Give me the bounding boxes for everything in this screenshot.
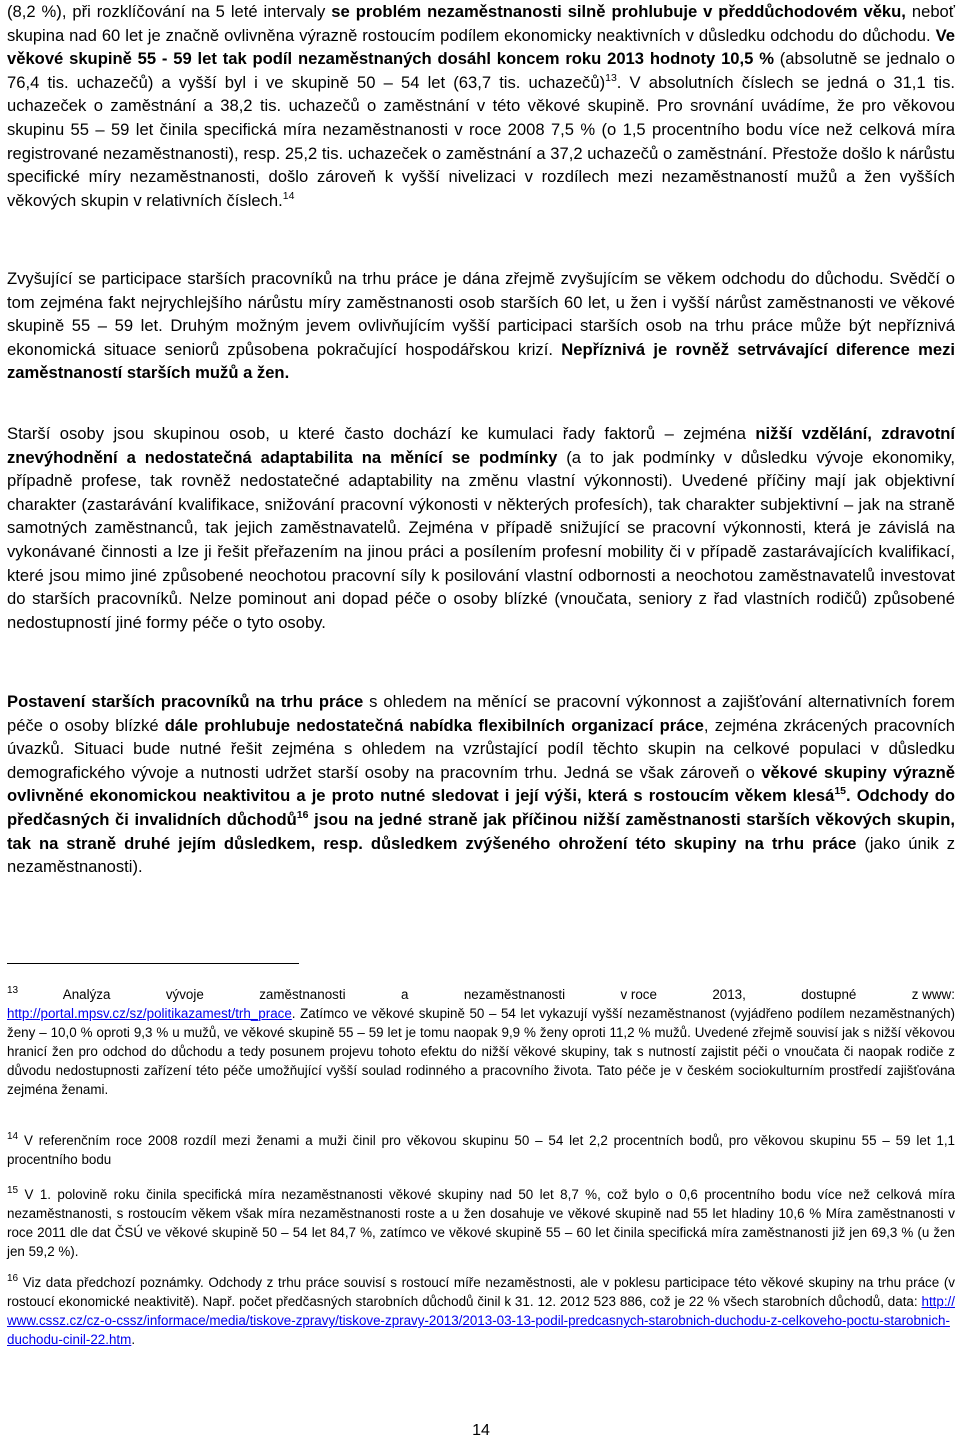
footnote-ref-16[interactable]: 16 bbox=[296, 808, 309, 821]
bold-run: Ve věkové skupině 55 - 59 let tak podíl nezaměstnaných dosáhl koncem roku 2013 hodnoty 10,5 % bbox=[7, 25, 955, 69]
bold-run: Postavení starších pracovníků na trhu práce bbox=[7, 692, 364, 711]
text-run: Zvyšující se participace starších pracovníků na trhu práce je dána zřejmě zvyšujícím se věkem odchodu do důchodu. Svědčí o tom zejména fakt nejrychlejšího nárůstu míry zaměstnanosti osob starších 60 let, u žen i vyšší nárůst zaměstnanosti ve věkové skupině 55 – 59 let. Druhým možným jevem ovlivňujícím vyšší participaci starších osob na trhu práce může být nepříznivá ekonomická situace seniorů způsobena pokračující hospodářskou krizí. bbox=[7, 269, 955, 359]
bold-run: dále prohlubuje nedostatečná nabídka flexibilních organizací práce bbox=[164, 715, 704, 735]
mpsv-link[interactable]: http://portal.mpsv.cz/sz/politikazamest/trh_prace bbox=[7, 1006, 292, 1021]
footnote-number: 15 bbox=[7, 1185, 19, 1196]
word: zaměstnanosti bbox=[259, 987, 346, 1002]
text-run: (a to jak podmínky v důsledku vývoje ekonomiky, případně profese, tak rovněž nedostatečné adaptability na změnu vlastní výkonnosti). Uvedené příčiny mají jak objektivní charakter (zastarávání kvalifikace, snižování pracovní výkonosti v některých profesích), tak charakter subjektivní – jak na straně samotných zaměstnanců, tak jejich zaměstnavatelů. Zejména v případě snižující se pracovní výkonnosti, která je závislá na vykonávané činnosti a lze ji řešit přeřazením na jinou práci a posílením profesní mobility či v případě zastarávajících kvalifikací, které jsou mimo jiné způsobené neochotou pracovní síly k posilování vlastní odbornosti a neochotou zaměstnavatelů investovat do starších pracovníků. Nelze pominout ani dopad péče o osoby blízké (vnoučata, seniory z řad vlastních rodičů) způsobené nedostupností jiné formy péče o tyto osoby. bbox=[7, 447, 956, 632]
paragraph-older-persons bbox=[7, 422, 955, 634]
word: vývoje bbox=[165, 987, 204, 1002]
footnote-15 bbox=[7, 1185, 955, 1261]
text-run: V 1. polovině roku činila specifická míra nezaměstnanosti věkové skupiny nad 50 let 8,7 %, což bylo o 0,6 procentního bodu více než celková míra nezaměstnanosti, s rostoucím věkem však míra nezaměstnanosti roste a u žen dosahuje ve věkové skupině nad 55 let hladiny 10,6 % Míra zaměstnanosti v roce 2011 dle dat ČSÚ ve věkové skupině 50 – 54 let 84,7 %, zatímco ve věkové skupině 55 – 60 let činila specifická míra zaměstnanosti již jen 69,3 % (u žen jen 59,2 %). bbox=[7, 1187, 955, 1259]
footnote-ref-13[interactable]: 13 bbox=[605, 71, 617, 84]
text-run: . V absolutních číslech se jedná o 31,1 tis. uchazeček o zaměstnání a 38,2 tis. uchazečů o zaměstnání v této věkové skupině. Pro srovnání uvádíme, že pro věkovou skupinu 55 – 59 let činila specifická míra nezaměstnanosti v roce 2008 7,5 % (o 1,5 procentního bodu více než celková míra registrované nezaměstnanosti), resp. 25,2 tis. uchazeček o zaměstnání a 37,2 uchazečů o zaměstnání. Přestože došlo k nárůstu specifické míry nezaměstnanosti, došlo zároveň k vyšší nivelizaci v rozdílech mezi nezaměstnaností mužů a žen vyšších věkových skupin v relativních číslech. bbox=[7, 72, 955, 210]
text-run: , zejména zkrácených pracovních úvazků. Situaci bude nutné řešit zejména s ohledem na vzrůstající podíl těchto skupin na celkové populaci v důsledku demografického vývoje a nutnosti udržet starší osoby na pracovním trhu. Jedná se však zároveň o bbox=[7, 715, 955, 782]
bold-run: . Odchody do předčasných či invalidních důchodů bbox=[7, 786, 955, 829]
word: Analýza bbox=[62, 987, 111, 1002]
footnote-number: 13 bbox=[7, 985, 19, 996]
bold-run: nižší vzdělání, zdravotní znevýhodnění a nedostatečná adaptabilita na měnící se podmínky bbox=[7, 424, 955, 467]
text-run: s ohledem na měnící se pracovní výkonnost a zajišťování alternativních forem péče o osoby blízké bbox=[7, 692, 956, 735]
text-run: . bbox=[131, 1332, 136, 1347]
bold-run: věkové skupiny výrazně ovlivněné ekonomickou neaktivitou a je proto nutné sledovat i její výši, která s rostoucím věkem klesá bbox=[7, 762, 955, 806]
bold-run: se problém nezaměstnanosti silně prohlubuje v předdůchodovém věku, bbox=[331, 2, 906, 21]
word: 2013, bbox=[712, 987, 746, 1002]
footnote-ref-14[interactable]: 14 bbox=[282, 189, 295, 202]
text-run: (jako únik z nezaměstnanosti). bbox=[7, 833, 955, 877]
footnote-number: 14 bbox=[7, 1131, 19, 1142]
footnote-13 bbox=[7, 985, 955, 1099]
paragraph-unemployment bbox=[7, 0, 955, 212]
footnote-16 bbox=[7, 1273, 955, 1349]
word: nezaměstnanosti bbox=[463, 987, 566, 1002]
paragraph-participation bbox=[7, 267, 955, 385]
text-run: neboť skupina nad 60 let je značně ovlivněna výrazně rostoucím podílem ekonomicky neaktivních v důsledku odchodu do důchodu. bbox=[7, 2, 956, 45]
paragraph-position-older-workers bbox=[7, 690, 955, 879]
footnote-separator bbox=[7, 963, 299, 964]
cssz-link[interactable]: http://www.cssz.cz/cz-o-cssz/informace/media/tiskove-zpravy/tiskove-zpravy-2013/2013-03-13-podil-predcasnych-starobnich-duchodu-z-celkoveho-poctu-starobnich-duchodu-cinil-22.htm bbox=[7, 1294, 955, 1347]
footnote-number: 16 bbox=[7, 1273, 19, 1284]
word: a bbox=[400, 987, 409, 1002]
page-number: 14 bbox=[472, 1422, 490, 1439]
bold-run: Nepříznivá je rovněž setrvávající diference mezi zaměstnaností starších mužů a žen. bbox=[7, 339, 955, 383]
footnote-13-first-line bbox=[7, 985, 955, 1004]
footnote-ref-15[interactable]: 15 bbox=[834, 785, 847, 798]
word: v roce bbox=[620, 987, 657, 1002]
word: z www: bbox=[911, 987, 955, 1002]
text-run: Starší osoby jsou skupinou osob, u které často dochází ke kumulaci řady faktorů – zejména bbox=[7, 424, 756, 443]
text-run: (8,2 %), při rozklíčování na 5 leté intervaly bbox=[7, 2, 332, 21]
text-run: V referenčním roce 2008 rozdíl mezi ženami a muži činil pro věkovou skupinu 50 – 54 let 2,2 procentních bodů, pro věkovou skupinu 55 – 59 let 1,1 procentního bodu bbox=[7, 1133, 955, 1167]
text-run: . Zatímco ve věkové skupině 50 – 54 let vykazují vyšší nezaměstnanost (vyjádřeno podílem nezaměstnaných) ženy – 10,0 % oproti 9,3 % u mužů, ve věkové skupině 55 – 59 let je tomu naopak 9,9 % ženy oproti 11,2 % mužů. Uvedené zřejmě souvisí jak s nižší věkovou hranicí žen pro odchod do důchodu a tedy posunem projevu tohoto efektu do nižší věkové skupiny, tak s nutností zajistit péči o vnoučata či naopak rodiče z důvodu nedostupnosti zařízení této péče umožňující vyšší soulad rodinného a pracovního života. Tato péče je v českém sociokulturním prostředí zajišťována zejména ženami. bbox=[7, 1006, 955, 1097]
word: dostupné bbox=[801, 987, 857, 1002]
bold-run: jsou na jedné straně jak příčinou nižší zaměstnanosti starších věkových skupin, tak na straně druhé jejím důsledkem, resp. důsledkem zvýšeného ohrožení této skupiny na trhu práce bbox=[7, 809, 955, 853]
text-run: (absolutně se jednalo o 76,4 tis. uchazečů) a vyšší byl i ve skupině 50 – 54 let (63,7 tis. uchazečů) bbox=[7, 49, 955, 92]
footnote-14 bbox=[7, 1131, 955, 1169]
footnote-13-body bbox=[7, 1004, 955, 1099]
text-run: Viz data předchozí poznámky. Odchody z trhu práce souvisí s rostoucí míře nezaměstnosti, ale v poklesu participace této věkové skupiny na trhu práce (v rostoucí ekonomické neaktivitě). Např. počet předčasných starobních důchodů činil k 31. 12. 2012 523 886, což je 22 % všech starobních důchodů, data: bbox=[7, 1275, 955, 1309]
